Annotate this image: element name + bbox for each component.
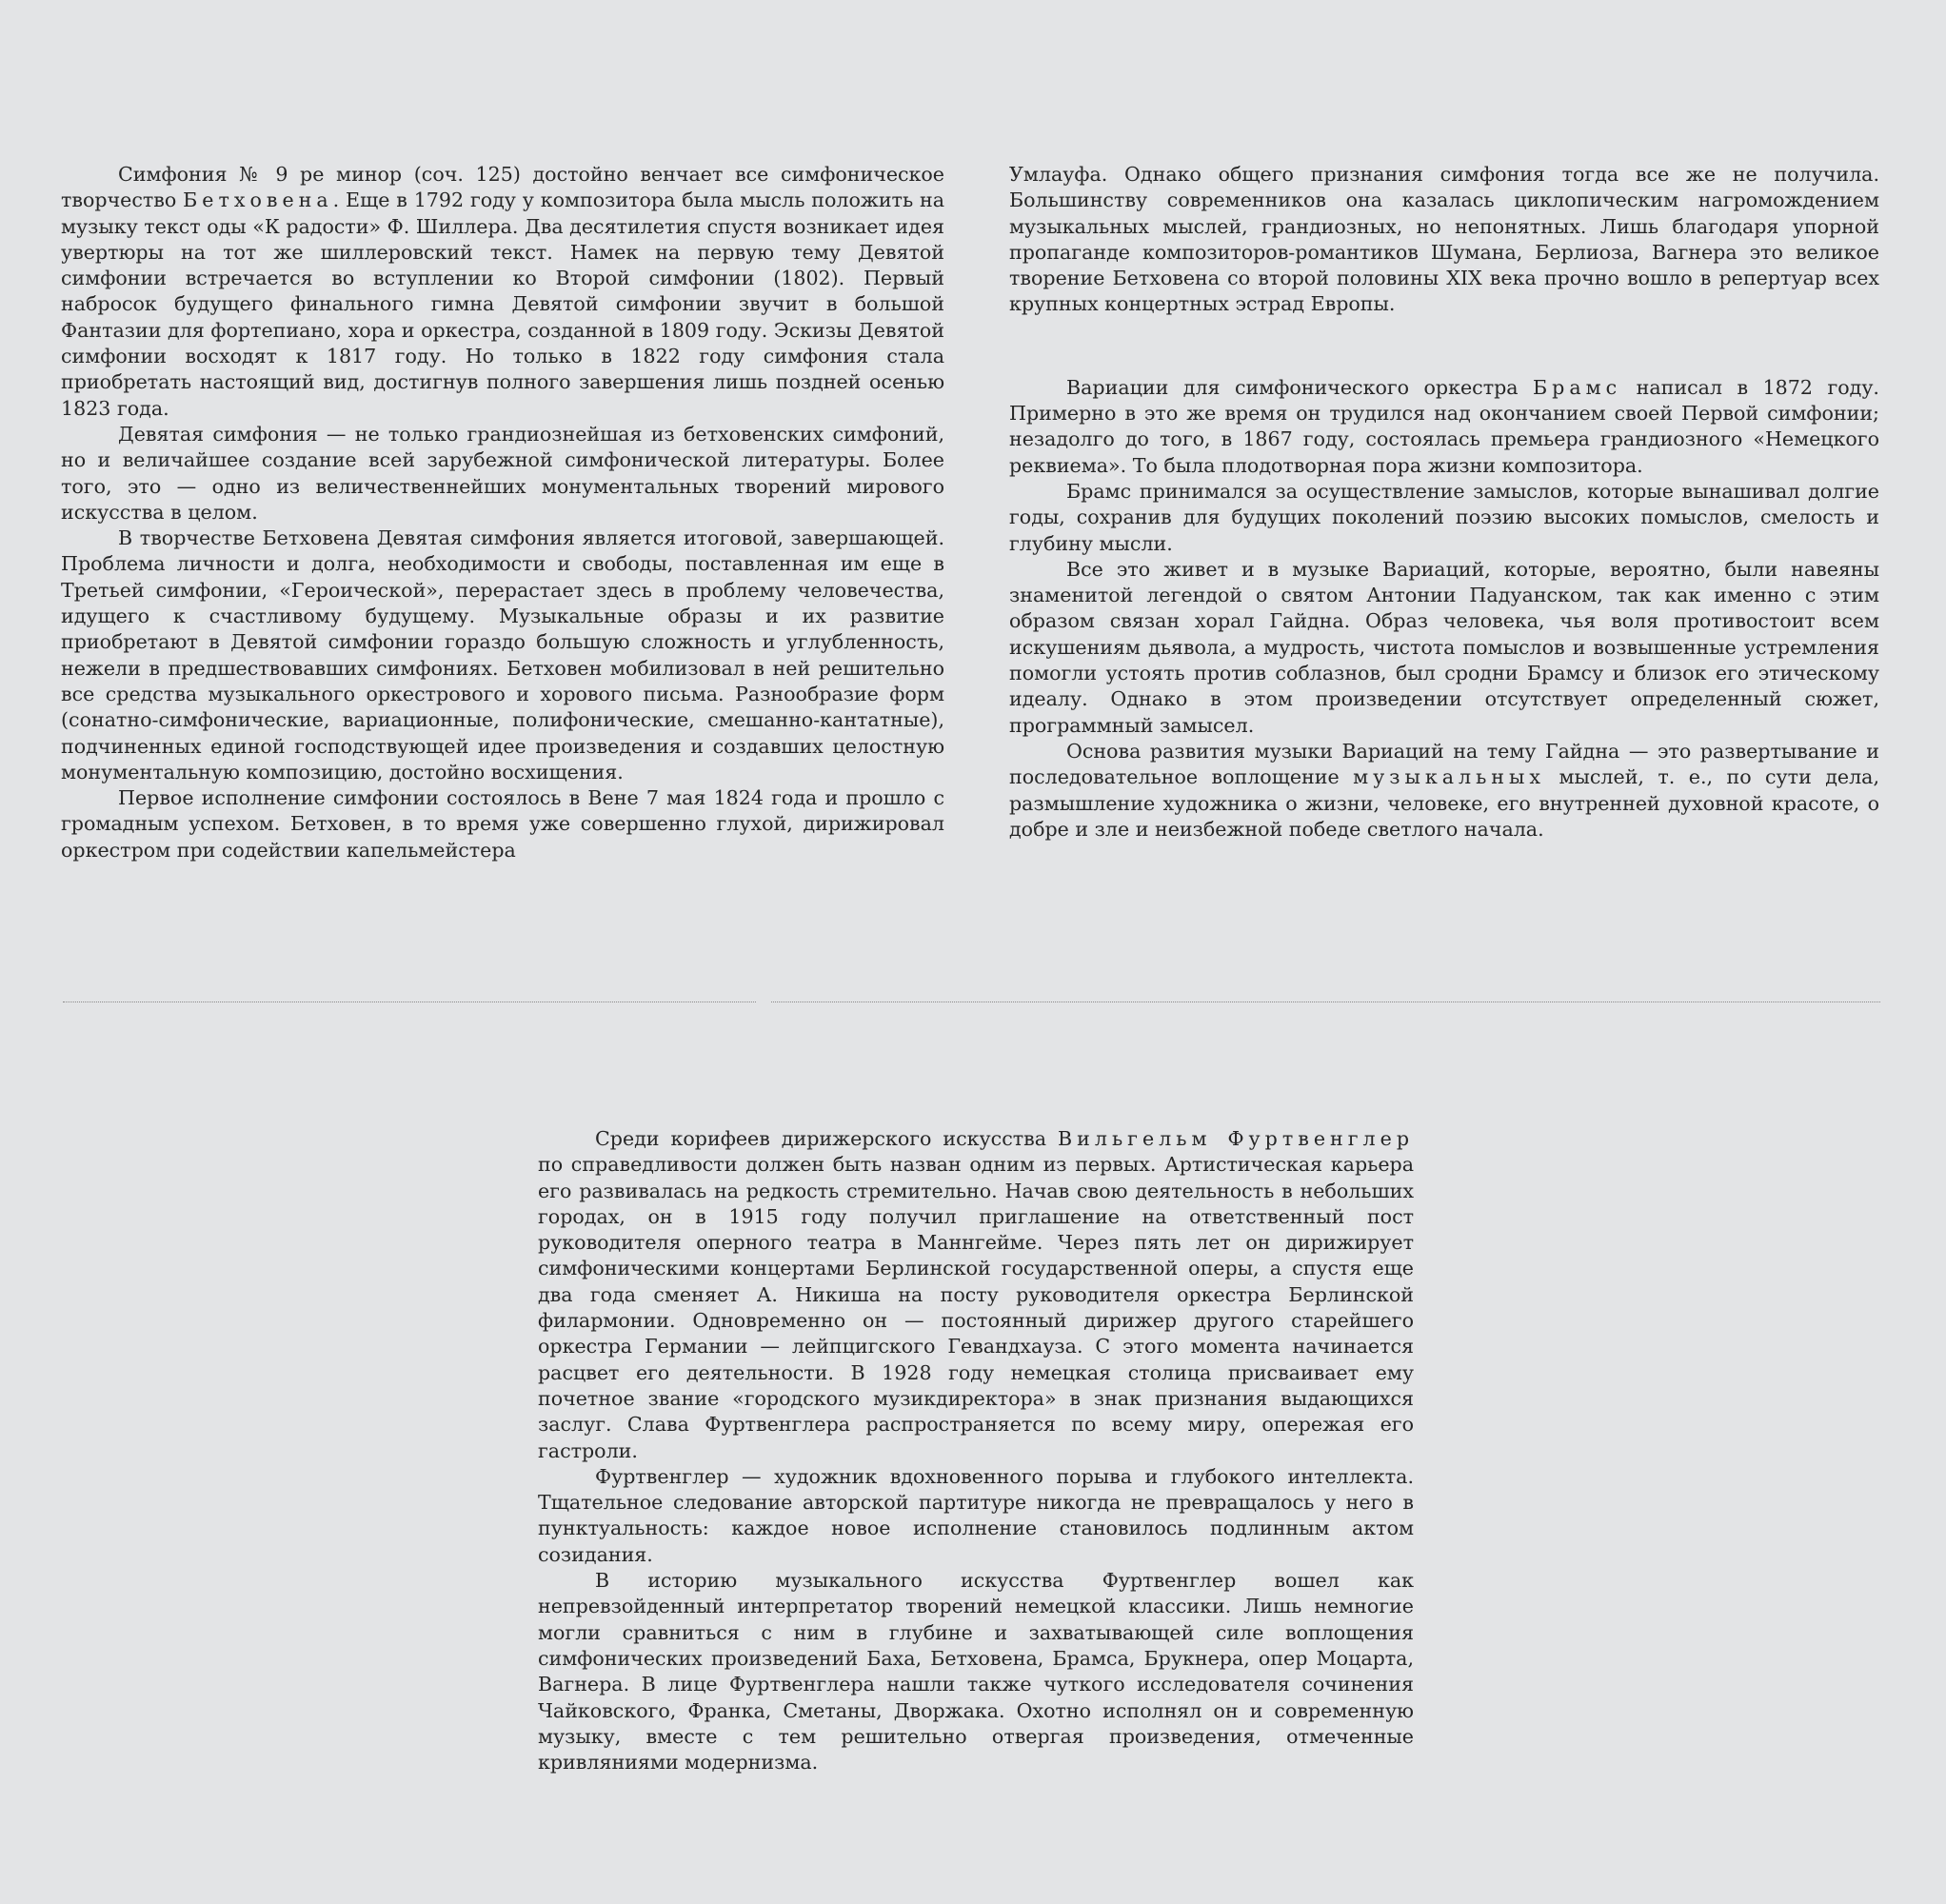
text-run: написал в 1872 году. Примерно в это же время он трудился над окончанием своей Первой симфонии; незадолго до того, в 1867 году, состоялась премьера грандиозного «Немецкого реквиема». То была плодотворная пора жизни композитора.	[1009, 375, 1879, 477]
left-column	[61, 162, 944, 863]
paragraph-furtwangler-career	[538, 1126, 1414, 1464]
paragraph-variations-development	[1009, 739, 1879, 843]
paragraph-ninth-symphony-concept: В творчестве Бетховена Девятая симфония является итоговой, завершающей. Проблема личности и долга, необходимости и свободы, поставленная им еще в Третьей симфонии, «Героической», перерастает здесь в проблему человечества, идущего к счастливому будущему. Музыкальные образы и их развитие приобретают в Девятой симфонии гораздо большую сложность и углубленность, нежели в предшествовавших симфониях. Бетховен мобилизовал в ней решительно все средства музыкального оркестрового и хорового письма. Разнообразие форм (сонатно-симфонические, вариационные, полифонические, смешанно-кантатные), подчиненных единой господствующей идее произведения и создавших целостную монументальную композицию, достойно восхищения.	[61, 526, 944, 783]
paragraph-furtwangler-legacy: В историю музыкального искусства Фуртвенглер вошел как непревзойденный интерпретатор творений немецкой классики. Лишь немногие могли сравниться с ним в глубине и захватывающей силе воплощения симфонических произведений Баха, Бетховена, Брамса, Брукнера, опер Моцарта, Вагнера. В лице Фуртвенглера нашли также чуткого исследователя сочинения Чайковского, Франка, Сметаны, Дворжака. Охотно исполнял он и современную музыку, вместе с тем решительно отвергая произведения, отмеченные кривляниями модернизма.	[538, 1569, 1414, 1775]
spaced-word: музыкальных	[1353, 765, 1546, 789]
text-run: Симфония № 9 ре минор (соч. 125) достойно венчает все симфоническое творчество	[61, 163, 944, 212]
paragraph-brahms-ideas: Брамс принимался за осуществление замыслов, которые вынашивал долгие годы, сохранив для будущих поколений поэзию высоких помыслов, смелость и глубину мысли.	[1009, 479, 1879, 555]
conductor-name-spaced: Вильгельм Фуртвенглер	[1058, 1127, 1414, 1150]
right-column	[1009, 162, 1879, 843]
paragraph-premiere-continued: Умлауфа. Однако общего признания симфония тогда все же не получила. Большинству современников она казалась циклопическим нагромождением музыкальных мыслей, грандиозных, но непонятных. Лишь благодаря упорной пропаганде композиторов-романтиков Шумана, Берлиоза, Вагнера это великое творение Бетховена со второй половины XIX века прочно вошло в репертуар всех крупных концертных эстрад Европы.	[1009, 163, 1879, 316]
paragraph-furtwangler-artist: Фуртвенглер — художник вдохновенного порыва и глубокого интеллекта. Тщательное следование авторской партитуре никогда не превращалось у него в пунктуальность: каждое новое исполнение становилось подлинным актом созидания.	[538, 1464, 1414, 1566]
text-run: Вариации для симфонического оркестра	[1066, 375, 1534, 399]
paragraph-premiere: Первое исполнение симфонии состоялось в Вене 7 мая 1824 года и прошло с громадным успехом. Бетховен, в то время уже совершенно глухой, дирижировал оркестром при содействии капельмейстера	[61, 786, 944, 862]
paragraph-brahms-intro	[1009, 375, 1879, 479]
paragraph-variations-legend: Все это живет и в музыке Вариаций, которые, вероятно, были навеяны знаменитой легендой о святом Антонии Падуанском, так как именно с этим образом связан хорал Гайдна. Образ человека, чья воля противостоит всем искушениям дьявола, а мудрость, чистота помыслов и возвышенные устремления помогли устоять против соблазнов, был сродни Брамсу и близок его этическому идеалу. Однако в этом произведении отсутствует определенный сюжет, программный замысел.	[1009, 557, 1879, 737]
furtwangler-column	[538, 1126, 1414, 1775]
text-run: . Еще в 1792 году у композитора была мысль положить на музыку текст оды «К радости» Ф. Шиллера. Два десятилетия спустя возникает идея увертюры на тот же шиллеровский текст. Намек на первую тему Девятой симфонии встречается во вступлении ко Второй симфонии (1802). Первый набросок будущего финального гимна Девятой симфонии звучит в большой Фантазии для фортепиано, хора и оркестра, созданной в 1809 году. Эскизы Девятой симфонии восходят к 1817 году. Но только в 1822 году симфония стала приобретать настоящий вид, достигнув полного завершения лишь поздней осенью 1823 года.	[61, 188, 944, 420]
paragraph-ninth-symphony-greatness: Девятая симфония — не только грандиознейшая из бетховенских симфоний, но и величайшее создание всей зарубежной симфонической литературы. Более того, это — одно из величественнейших монументальных творений мирового искусства в целом.	[61, 422, 944, 524]
text-run: по справедливости должен быть назван одним из первых. Артистическая карьера его развивалась на редкость стремительно. Начав свою деятельность в небольших городах, он в 1915 году получил приглашение на ответственный пост руководителя оперного театра в Маннгейме. Через пять лет он дирижирует симфоническими концертами Берлинской государственной оперы, а спустя еще два года сменяет А. Никиша на посту руководителя оркестра Берлинской филармонии. Одновременно он — постоянный дирижер другого старейшего оркестра Германии — лейпцигского Гевандхауза. С этого момента начинается расцвет его деятельности. В 1928 году немецкая столица присваивает ему почетное звание «городского музикдиректора» в знак признания выдающихся заслуг. Слава Фуртвенглера распространяется по всему миру, опережая его гастроли.	[538, 1153, 1414, 1462]
composer-name-spaced: Бетховена	[183, 188, 333, 212]
composer-name-spaced: Брамс	[1533, 375, 1622, 399]
text-run: Среди корифеев дирижерского искусства	[595, 1127, 1059, 1150]
text-run: Основа развития музыки Вариаций на тему Гайдна — это развертывание и последовательное воплощение	[1009, 739, 1879, 789]
text-run: мыслей, т. е., по сути дела, размышление художника о жизни, человеке, его внутренней духовной красоте, о добре и зле и неизбежной победе светлого начала.	[1009, 765, 1880, 841]
paragraph-beethoven-intro	[61, 162, 944, 422]
